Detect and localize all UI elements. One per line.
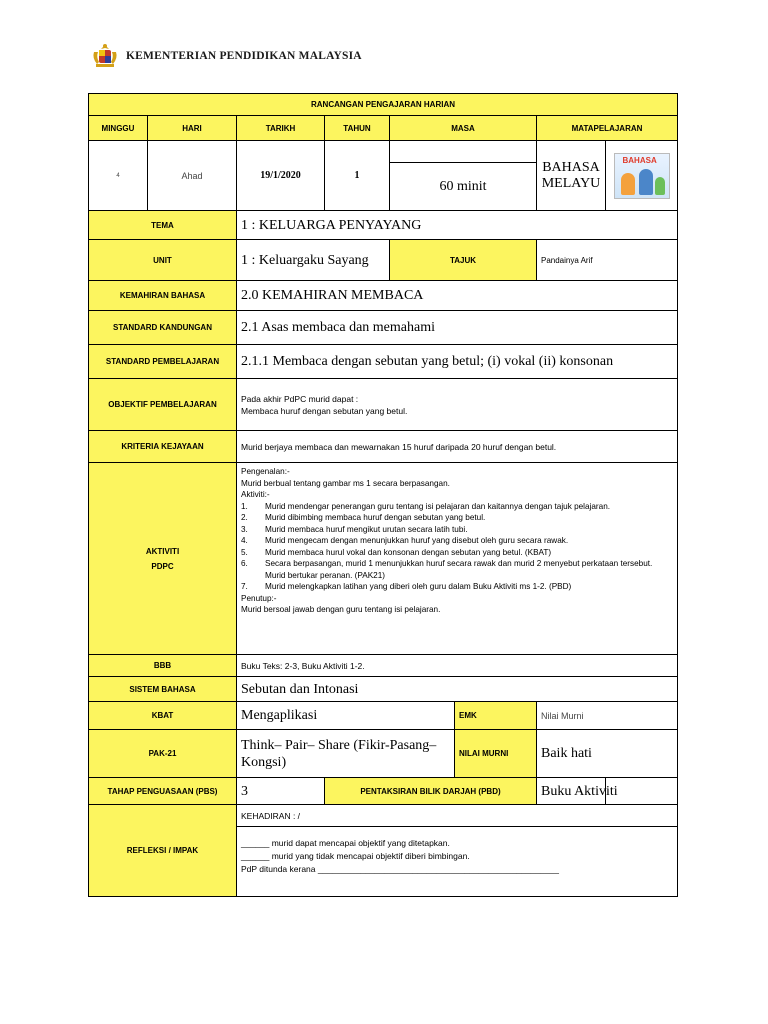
objektif-value bbox=[237, 379, 678, 431]
refleksi-line-3: PdP ditunda kerana ___________________________________________________ bbox=[241, 864, 559, 874]
list-item: 5. Murid membaca hurul vokal dan konsonan dengan sebutan yang betul. (KBAT) bbox=[241, 547, 552, 557]
kbat-value: Mengaplikasi bbox=[237, 702, 455, 730]
matapelajaran-value: BAHASA MELAYU bbox=[537, 141, 606, 211]
standard-kandungan-label: STANDARD KANDUNGAN bbox=[89, 311, 237, 345]
pengenalan-label: Pengenalan:- bbox=[241, 467, 290, 476]
kemahiran-value: 2.0 KEMAHIRAN MEMBACA bbox=[237, 281, 678, 311]
sistem-bahasa-value: Sebutan dan Intonasi bbox=[237, 677, 678, 702]
list-item: 7. Murid melengkapkan latihan yang diberi oleh guru dalam Buku Aktiviti ms 1-2. (PBD) bbox=[241, 582, 572, 591]
nilai-murni-value: Baik hati bbox=[537, 730, 678, 778]
kehadiran-value: KEHADIRAN : / bbox=[237, 805, 678, 827]
kbat-label: KBAT bbox=[89, 702, 237, 730]
textbook-cover bbox=[606, 141, 678, 211]
aktiviti-steps bbox=[241, 501, 673, 593]
pak21-value: Think– Pair– Share (Fikir-Pasang– Kongsi) bbox=[237, 730, 455, 778]
pbd-value: Buku Aktiviti bbox=[537, 778, 606, 805]
emk-label: EMK bbox=[455, 702, 537, 730]
tahap-label: TAHAP PENGUASAAN (PBS) bbox=[89, 778, 237, 805]
hari-value: Ahad bbox=[148, 141, 237, 211]
list-item: 3. Murid membaca huruf mengikut urutan secara latih tubi. bbox=[241, 524, 468, 534]
aktiviti-label bbox=[89, 463, 237, 655]
standard-kandungan-value: 2.1 Asas membaca dan memahami bbox=[237, 311, 678, 345]
unit-value: 1 : Keluargaku Sayang bbox=[237, 240, 390, 281]
col-tahun: TAHUN bbox=[325, 116, 390, 141]
unit-label: UNIT bbox=[89, 240, 237, 281]
aktiviti-label-1: AKTIVITI bbox=[145, 546, 180, 556]
kemahiran-label: KEMAHIRAN BAHASA bbox=[89, 281, 237, 311]
list-item: 2. Murid dibimbing membaca huruf dengan sebutan yang betul. bbox=[241, 513, 486, 522]
page-header bbox=[90, 42, 362, 70]
aktiviti-label-2: PDPC bbox=[151, 561, 174, 571]
sistem-bahasa-label: SISTEM BAHASA bbox=[89, 677, 237, 702]
tema-label: TEMA bbox=[89, 211, 237, 240]
textbook-title: BAHASA bbox=[622, 155, 657, 165]
ministry-name: KEMENTERIAN PENDIDIKAN MALAYSIA bbox=[126, 50, 362, 62]
coat-of-arms-icon bbox=[90, 42, 120, 70]
aktiviti-content bbox=[237, 463, 678, 655]
list-item: 6. Secara berpasangan, murid 1 menunjukkan huruf secara rawak dan murid 2 menyebut perkataan tersebut. Murid bertukar peranan. (PAK21) bbox=[241, 559, 653, 580]
kriteria-label: KRITERIA KEJAYAAN bbox=[89, 431, 237, 463]
refleksi-content bbox=[237, 827, 678, 897]
tajuk-label: TAJUK bbox=[390, 240, 537, 281]
refleksi-label: REFLEKSI / IMPAK bbox=[89, 805, 237, 897]
refleksi-line-1: ______ murid dapat mencapai objektif yang ditetapkan. bbox=[241, 838, 450, 848]
aktiviti-sublabel: Aktiviti:- bbox=[241, 490, 270, 499]
tema-value: 1 : KELUARGA PENYAYANG bbox=[237, 211, 678, 240]
standard-pembelajaran-value: 2.1.1 Membaca dengan sebutan yang betul; (i) vokal (ii) konsonan bbox=[237, 345, 678, 379]
objektif-line-1: Pada akhir PdPC murid dapat : bbox=[241, 393, 359, 404]
pengenalan-text: Murid berbual tentang gambar ms 1 secara berpasangan. bbox=[241, 478, 450, 488]
nilai-murni-label: NILAI MURNI bbox=[455, 730, 537, 778]
objektif-line-2: Membaca huruf dengan sebutan yang betul. bbox=[241, 405, 408, 416]
pak21-label: PAK-21 bbox=[89, 730, 237, 778]
kriteria-value: Murid berjaya membaca dan mewarnakan 15 huruf daripada 20 huruf dengan betul. bbox=[237, 431, 678, 463]
pbd-label: PENTAKSIRAN BILIK DARJAH (PBD) bbox=[325, 778, 537, 805]
refleksi-line-2: ______ murid yang tidak mencapai objektif diberi bimbingan. bbox=[241, 851, 470, 861]
textbook-cover-image bbox=[614, 153, 670, 199]
lesson-plan-table bbox=[88, 93, 678, 897]
col-matapelajaran: MATAPELAJARAN bbox=[537, 116, 678, 141]
bbb-label: BBB bbox=[89, 655, 237, 677]
list-item: 1. Murid mendengar penerangan guru tentang isi pelajaran dan kaitannya dengan tajuk pelajaran. bbox=[241, 501, 611, 511]
penutup-text: Murid bersoal jawab dengan guru tentang isi pelajaran. bbox=[241, 605, 441, 614]
col-minggu: MINGGU bbox=[89, 116, 148, 141]
masa-blank-cell bbox=[390, 141, 537, 163]
col-tarikh: TARIKH bbox=[237, 116, 325, 141]
col-masa: MASA bbox=[390, 116, 537, 141]
tarikh-value: 19/1/2020 bbox=[237, 141, 325, 211]
objektif-label: OBJEKTIF PEMBELAJARAN bbox=[89, 379, 237, 431]
penutup-label: Penutup:- bbox=[241, 593, 277, 603]
tahun-value: 1 bbox=[325, 141, 390, 211]
tahap-value: 3 bbox=[237, 778, 325, 805]
tajuk-value: Pandainya Arif bbox=[537, 240, 678, 281]
col-hari: HARI bbox=[148, 116, 237, 141]
standard-pembelajaran-label: STANDARD PEMBELAJARAN bbox=[89, 345, 237, 379]
table-title: RANCANGAN PENGAJARAN HARIAN bbox=[89, 94, 678, 116]
list-item: 4. Murid mengecam dengan menunjukkan huruf yang disebut oleh guru secara rawak. bbox=[241, 536, 569, 545]
emk-value: Nilai Murni bbox=[537, 702, 678, 730]
minggu-value: 4 bbox=[89, 141, 148, 211]
masa-value: 60 minit bbox=[390, 163, 537, 211]
bbb-value: Buku Teks: 2-3, Buku Aktiviti 1-2. bbox=[237, 655, 678, 677]
